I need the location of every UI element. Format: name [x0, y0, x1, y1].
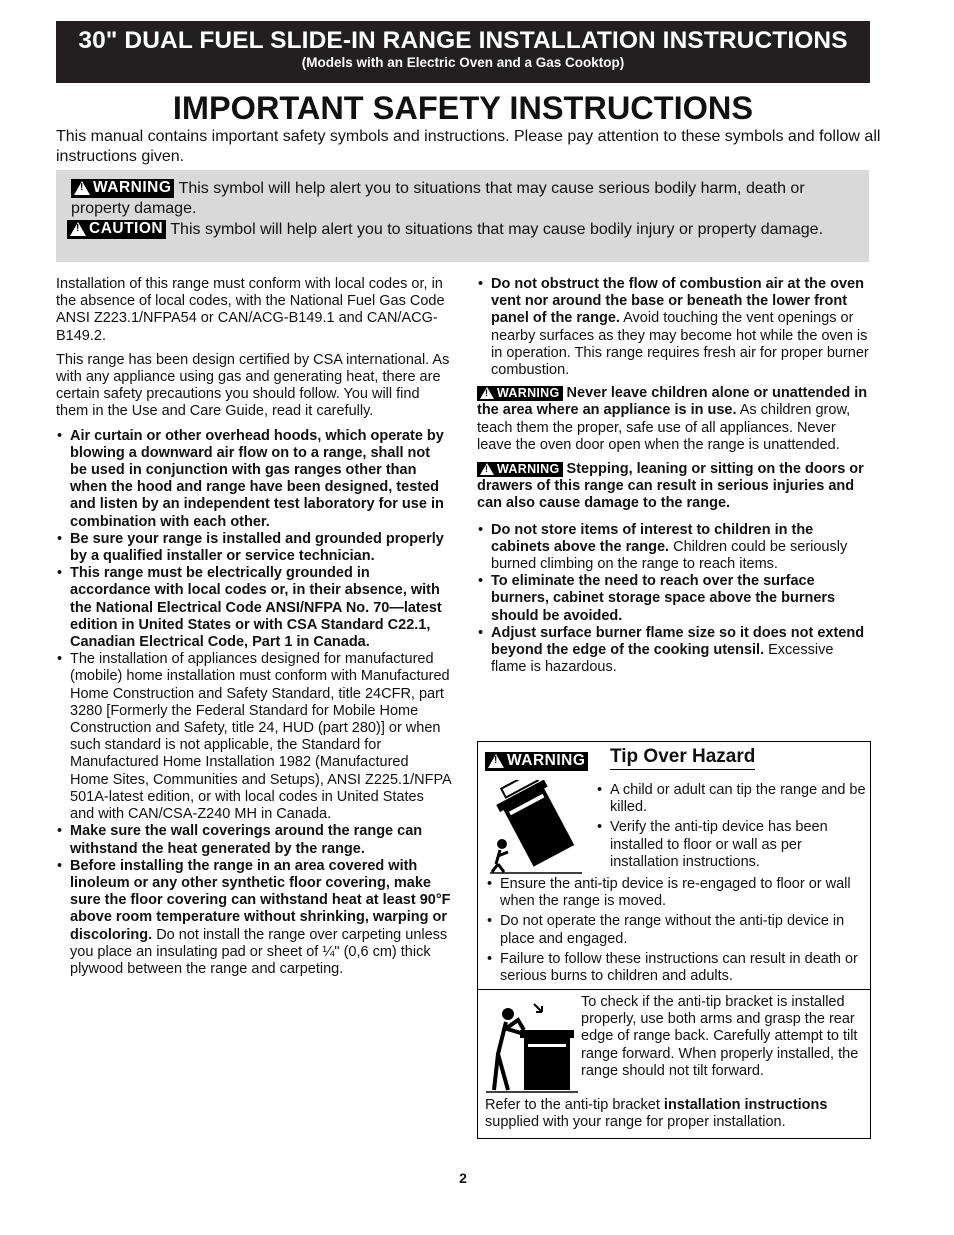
safety-symbols-box — [56, 170, 869, 262]
list-item: • Before installing the range in an area covered with linoleum or any other synthetic floor covering, make sure the floor covering can withstand heat at least 90°F above room temperature without shrinking, warping or discoloring. Do not install the range over carpeting unless you place an insulating pad or sheet of ¼" (0,6 cm) thick plywood between the range and carpeting. — [56, 858, 451, 978]
certification-paragraph: This range has been design certified by CSA international. As with any appliance using gas and generating heat, there are certain safety precautions you should follow. You will find them in the Use and Care Guide, read it carefully. — [56, 351, 450, 420]
tip-over-title: Tip Over Hazard — [610, 746, 755, 770]
warning-triangle-icon — [488, 754, 504, 768]
list-item: • Do not operate the range without the anti-tip device in place and engaged. — [486, 913, 866, 947]
person-checking-bracket-icon — [484, 998, 580, 1094]
list-item: • Air curtain or other overhead hoods, which operate by blowing a downward air flow on to a range, shall not be used in conjunction with gas ranges other than when the hood and range have been designed, tested and listen by an independent test laboratory for use in combination with each other. — [56, 428, 451, 531]
warning-triangle-icon — [480, 463, 494, 475]
anti-tip-refer-text: Refer to the anti-tip bracket installation instructions supplied with your range for proper installation. — [485, 1097, 828, 1131]
list-item: • Do not store items of interest to children in the cabinets above the range. Children could be seriously burned climbing on the range to reach items. — [477, 522, 872, 574]
tip-over-list-top — [596, 782, 868, 874]
caution-triangle-icon — [70, 222, 86, 236]
warning-signal-word: ! WARNING — [485, 752, 588, 771]
right-bullet-list-bottom — [477, 522, 872, 677]
document-header — [56, 21, 870, 83]
list-item: • Adjust surface burner flame size so it does not extend beyond the edge of the cooking utensil. Excessive flame is hazardous. — [477, 625, 872, 677]
caution-signal-word: ! CAUTION — [67, 220, 166, 239]
anti-tip-check-text: To check if the anti-tip bracket is installed properly, use both arms and grasp the rear edge of range back. Carefully attempt to tilt range forward. When properly installed, the range should not tilt forward. — [581, 994, 859, 1079]
warning-symbol-explanation: ! WARNING This symbol will help alert you to situations that may cause serious bodily harm, death or property damage. — [71, 179, 866, 219]
list-item: • Verify the anti-tip device has been installed to floor or wall as per installation instructions. — [596, 819, 868, 871]
left-bullet-list — [56, 428, 451, 979]
document-subtitle: (Models with an Electric Oven and a Gas Cooktop) — [301, 55, 625, 70]
list-item: • This range must be electrically grounded in accordance with local codes or, in their absence, with the National Electrical Code ANSI/NFPA No. 70—latest edition in United States or with CSA Standard C22.1, Canadian Electrical Code, Part 1 in Canada. — [56, 565, 451, 651]
list-item: • Make sure the wall coverings around the range can withstand the heat generated by the range. — [56, 823, 451, 857]
list-item: • Do not obstruct the flow of combustion air at the oven vent nor around the base or beneath the lower front panel of the range. Avoid touching the vent openings or nearby surfaces as they may become hot while the oven is in operation. This range requires fresh air for proper burner combustion. — [477, 276, 872, 379]
tip-over-list-bottom — [486, 876, 866, 988]
child-tipping-range-icon — [486, 780, 586, 876]
list-item: • Be sure your range is installed and grounded properly by a qualified installer or service technician. — [56, 531, 451, 565]
warning-stepping-paragraph: ! WARNING Stepping, leaning or sitting on the doors or drawers of this range can result in serious injuries and can also cause damage to the range. — [477, 461, 872, 513]
list-item: • Failure to follow these instructions can result in death or serious burns to children and adults. — [486, 951, 866, 985]
right-column — [477, 276, 872, 676]
warning-signal-word: ! WARNING — [477, 386, 563, 402]
left-column — [56, 276, 451, 978]
warning-triangle-icon — [74, 181, 90, 195]
page-number: 2 — [459, 1170, 467, 1186]
box-divider — [478, 989, 870, 990]
warning-children-paragraph: ! WARNING Never leave children alone or unattended in the area where an appliance is in use. As children grow, teach them the proper, safe use of all appliances. Never leave the oven door open when the range is unattended. — [477, 385, 872, 454]
section-title: IMPORTANT SAFETY INSTRUCTIONS — [172, 90, 754, 126]
list-item: • The installation of appliances designed for manufactured (mobile) home installation must conform with Manufactured Home Construction and Safety Standard, title 24CFR, part 3280 [Formerly the Federal Standard for Mobile Home Construction and Safety, title 24, HUD (part 280)] or when such standard is not applicable, the Standard for Manufactured Home Installation 1982 (Manufactured Home Sites, Communities and Setups), ANSI Z225.1/NFPA 501A-latest edition, or with local codes in United States and with CAN/CSA-Z240 MH in Canada. — [56, 651, 451, 823]
document-title: 30" DUAL FUEL SLIDE-IN RANGE INSTALLATION INSTRUCTIONS — [78, 27, 848, 54]
intro-paragraph: This manual contains important safety symbols and instructions. Please pay attention to these symbols and follow all instructions given. — [56, 128, 881, 165]
right-bullet-list-top — [477, 276, 872, 379]
list-item: • To eliminate the need to reach over the surface burners, cabinet storage space above the burners should be avoided. — [477, 573, 872, 625]
warning-signal-word: ! WARNING — [477, 462, 563, 478]
code-conformance-paragraph: Installation of this range must conform with local codes or, in the absence of local codes, with the National Fuel Gas Code ANSI Z223.1/NFPA54 or CAN/ACG-B149.1 and CAN/ACG-B149.2. — [56, 276, 445, 344]
warning-signal-word: ! WARNING — [71, 179, 174, 198]
list-item: • A child or adult can tip the range and be killed. — [596, 782, 868, 816]
tip-over-hazard-box — [477, 741, 871, 1139]
caution-symbol-explanation: ! CAUTION This symbol will help alert you to situations that may cause bodily injury or property damage. — [67, 220, 862, 240]
warning-triangle-icon — [480, 387, 494, 399]
list-item: • Ensure the anti-tip device is re-engaged to floor or wall when the range is moved. — [486, 876, 866, 910]
